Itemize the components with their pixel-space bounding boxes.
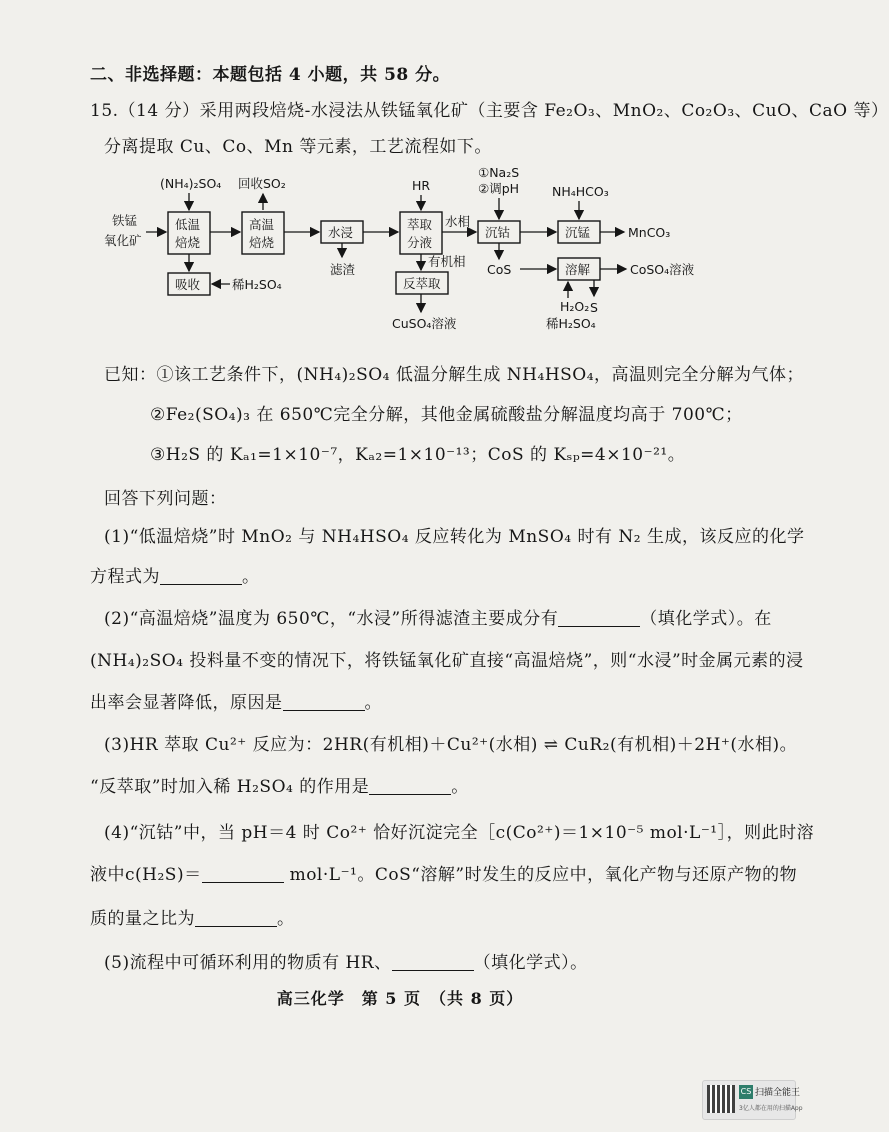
- q2-line3: 出率会显著降低，原因是 。: [90, 693, 382, 713]
- answer-prompt: 回答下列问题：: [104, 489, 227, 509]
- question-intro-line2: 分离提取 Cu、Co、Mn 等元素，工艺流程如下。: [104, 137, 492, 157]
- extraction-label-1: 萃取: [407, 217, 433, 232]
- q5-answer-blank[interactable]: [392, 953, 474, 971]
- absorb-label: 吸收: [175, 277, 201, 292]
- q1-line2: 方程式为 。: [90, 567, 260, 587]
- q2-line2: (NH₄)₂SO₄ 投料量不变的情况下，将铁锰氧化矿直接“高温焙烧”，则“水浸”时金属元素的浸: [90, 651, 804, 671]
- q2-line1: (2)“高温焙烧”温度为 650℃，“水浸”所得滤渣主要成分有 （填化学式）。在: [104, 609, 772, 629]
- known-label: 已知：: [104, 365, 157, 385]
- sulfur-label: S: [590, 300, 598, 315]
- known-item-3: ③H₂S 的 Kₐ₁=1×10⁻⁷，Kₐ₂=1×10⁻¹³；CoS 的 Kₛₚ=4×10⁻²¹。: [150, 445, 686, 465]
- extraction-label-2: 分液: [407, 235, 433, 250]
- q1-line1: (1)“低温焙烧”时 MnO₂ 与 NH₄HSO₄ 反应转化为 MnSO₄ 时有 N₂ 生成，该反应的化学: [104, 527, 805, 547]
- mnco3-label: MnCO₃: [628, 225, 671, 240]
- q4-line3: 质的量之比为 。: [90, 909, 295, 929]
- camscanner-logo-icon: CS: [739, 1085, 753, 1099]
- q3-answer-blank[interactable]: [369, 777, 451, 795]
- feed-label-1: 铁锰: [112, 213, 138, 228]
- scanner-app-name: 扫描全能王: [755, 1088, 801, 1098]
- q5-line1: (5)流程中可循环利用的物质有 HR、 （填化学式）。: [104, 953, 588, 973]
- na2s-reagent: ①Na₂S: [478, 165, 520, 180]
- q3-line2: “反萃取”时加入稀 H₂SO₄ 的作用是 。: [90, 777, 469, 797]
- process-flow-diagram: [0, 0, 800, 340]
- qr-code-icon: [707, 1085, 735, 1113]
- scanner-watermark: [702, 1080, 803, 1120]
- ammonium-sulfate-reagent: (NH₄)₂SO₄: [160, 176, 222, 191]
- question-intro-line1: 15.（14 分）采用两段焙烧-水浸法从铁锰氧化矿（主要含 Fe₂O₃、MnO₂、Co₂O₃、CuO、CaO 等）: [90, 101, 889, 121]
- high-temp-roast-label-1: 高温: [249, 217, 275, 232]
- adjust-ph-reagent: ②调pH: [478, 181, 520, 196]
- known-item-2: ②Fe₂(SO₄)₃ 在 650℃完全分解，其他金属硫酸盐分解温度均高于 700℃；: [150, 405, 743, 425]
- organic-phase-label: 有机相: [428, 254, 466, 269]
- filter-residue-label: 滤渣: [330, 262, 356, 277]
- cuso4-solution-label: CuSO₄溶液: [392, 316, 457, 331]
- aqueous-phase-label: 水相: [445, 214, 471, 229]
- q4-line1: (4)“沉钴”中，当 pH＝4 时 Co²⁺ 恰好沉淀完全［c(Co²⁺)＝1×10⁻⁵ mol·L⁻¹］，则此时溶: [104, 823, 815, 843]
- q4-ratio-blank[interactable]: [195, 909, 277, 927]
- water-leach-label: 水浸: [328, 225, 354, 240]
- q3-line1: (3)HR 萃取 Cu²⁺ 反应为：2HR(有机相)＋Cu²⁺(水相) ⇌ CuR₂(有机相)＋2H⁺(水相)。: [104, 735, 798, 755]
- dilute-h2so4-absorb-reagent: 稀H₂SO₄: [232, 277, 282, 292]
- q2-residue-blank[interactable]: [558, 609, 640, 627]
- coso4-solution-label: CoSO₄溶液: [630, 262, 695, 277]
- low-temp-roast-label-1: 低温: [175, 217, 201, 232]
- low-temp-roast-label-2: 焙烧: [175, 235, 201, 250]
- q2-reason-blank[interactable]: [283, 693, 365, 711]
- q4-line2: 液中c(H₂S)＝ mol·L⁻¹。CoS“溶解”时发生的反应中，氧化产物与还原产物的物: [90, 865, 798, 885]
- q4-h2s-blank[interactable]: [202, 865, 284, 883]
- hr-reagent: HR: [412, 178, 431, 193]
- dilute-h2so4-dissolve-reagent: 稀H₂SO₄: [546, 316, 596, 331]
- q1-answer-blank[interactable]: [160, 567, 242, 585]
- cobalt-precipitation-label: 沉钴: [485, 225, 511, 240]
- cos-label: CoS: [487, 262, 512, 277]
- manganese-precipitation-label: 沉锰: [565, 225, 591, 240]
- scanner-app-slogan: 3亿人都在用的扫描App: [739, 1105, 803, 1112]
- dissolve-label: 溶解: [565, 262, 591, 277]
- known-item-1: 已知：①该工艺条件下，(NH₄)₂SO₄ 低温分解生成 NH₄HSO₄，高温则完全分解为气体；: [104, 365, 805, 385]
- section-header: 二、非选择题：本题包括 4 小题，共 58 分。: [90, 65, 451, 85]
- back-extraction-label: 反萃取: [403, 276, 441, 291]
- page-footer: 高三化学 第 5 页 （共 8 页）: [276, 989, 524, 1008]
- recover-so2-label: 回收SO₂: [238, 176, 286, 191]
- h2o2-reagent: H₂O₂: [560, 299, 590, 314]
- nh4hco3-reagent: NH₄HCO₃: [552, 184, 609, 199]
- high-temp-roast-label-2: 焙烧: [249, 235, 275, 250]
- feed-label-2: 氧化矿: [104, 233, 142, 248]
